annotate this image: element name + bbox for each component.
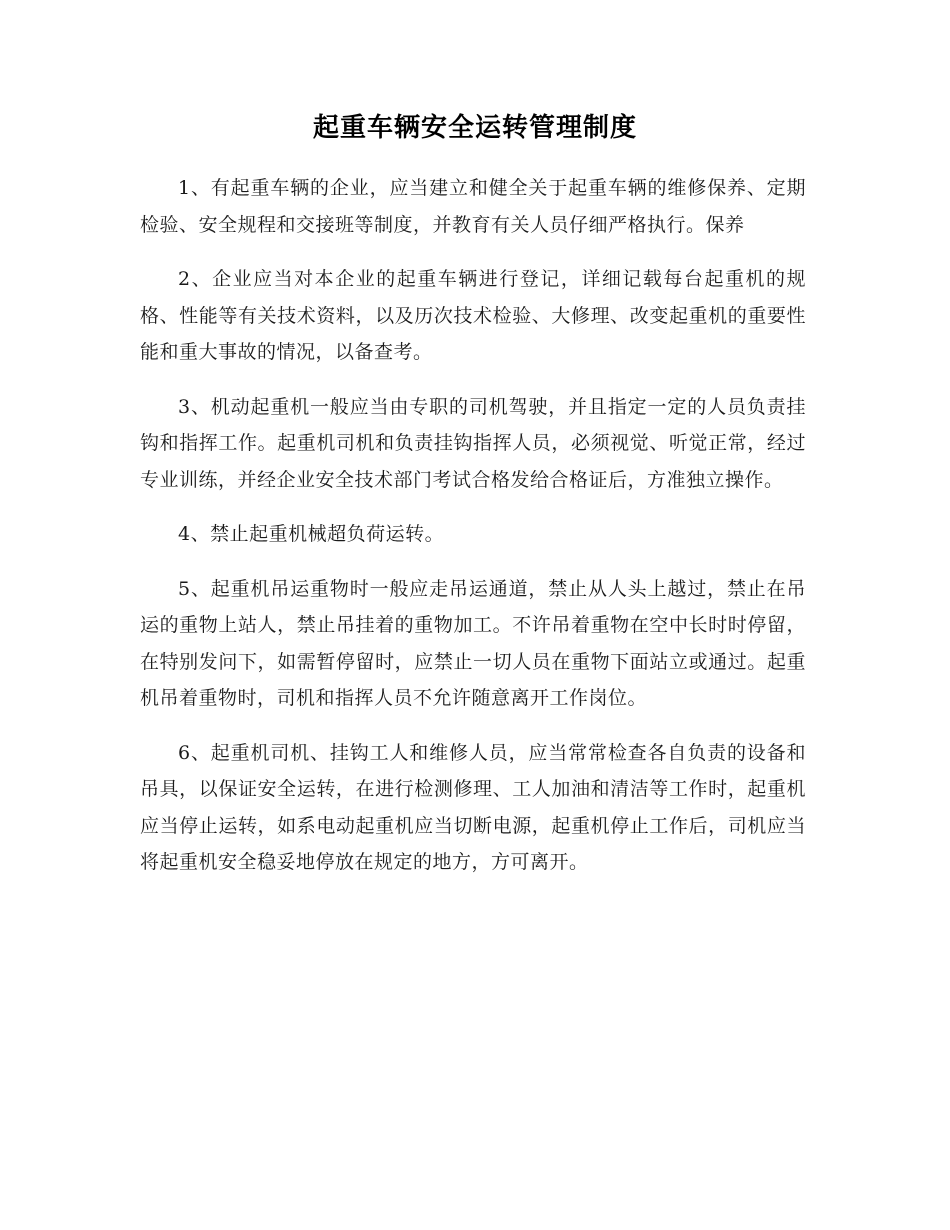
paragraph-6: 6、起重机司机、挂钩工人和维修人员，应当常常检查各自负责的设备和吊具，以保证安全运转，在进行检测修理、工人加油和清洁等工作时，起重机应当停止运转，如系电动起重机应当切断电源，起重机停止工作后，司机应当将起重机安全稳妥地停放在规定的地方，方可离开。 bbox=[140, 741, 806, 873]
document-title: 起重车辆安全运转管理制度 bbox=[312, 113, 637, 143]
paragraph-3: 3、机动起重机一般应当由专职的司机驾驶，并且指定一定的人员负责挂钩和指挥工作。起重机司机和负责挂钩指挥人员，必须视觉、听觉正常，经过专业训练，并经企业安全技术部门考试合格发给合格证后，方准独立操作。 bbox=[140, 395, 806, 491]
paragraph-1: 1、有起重车辆的企业，应当建立和健全关于起重车辆的维修保养、定期检验、安全规程和交接班等制度，并教育有关人员仔细严格执行。保养 bbox=[140, 177, 806, 236]
paragraph-5: 5、起重机吊运重物时一般应走吊运通道，禁止从人头上越过，禁止在吊运的重物上站人，禁止吊挂着的重物加工。不许吊着重物在空中长时时停留，在特别发问下，如需暂停留时，应禁止一切人员在重物下面站立或通过。起重机吊着重物时，司机和指挥人员不允许随意离开工作岗位。 bbox=[140, 577, 806, 709]
paragraph-4: 4、禁止起重机械超负荷运转。 bbox=[178, 523, 445, 545]
document-body bbox=[140, 170, 806, 899]
paragraph-2: 2、企业应当对本企业的起重车辆进行登记，详细记载每台起重机的规格、性能等有关技术资料，以及历次技术检验、大修理、改变起重机的重要性能和重大事故的情况，以备查考。 bbox=[140, 268, 806, 363]
